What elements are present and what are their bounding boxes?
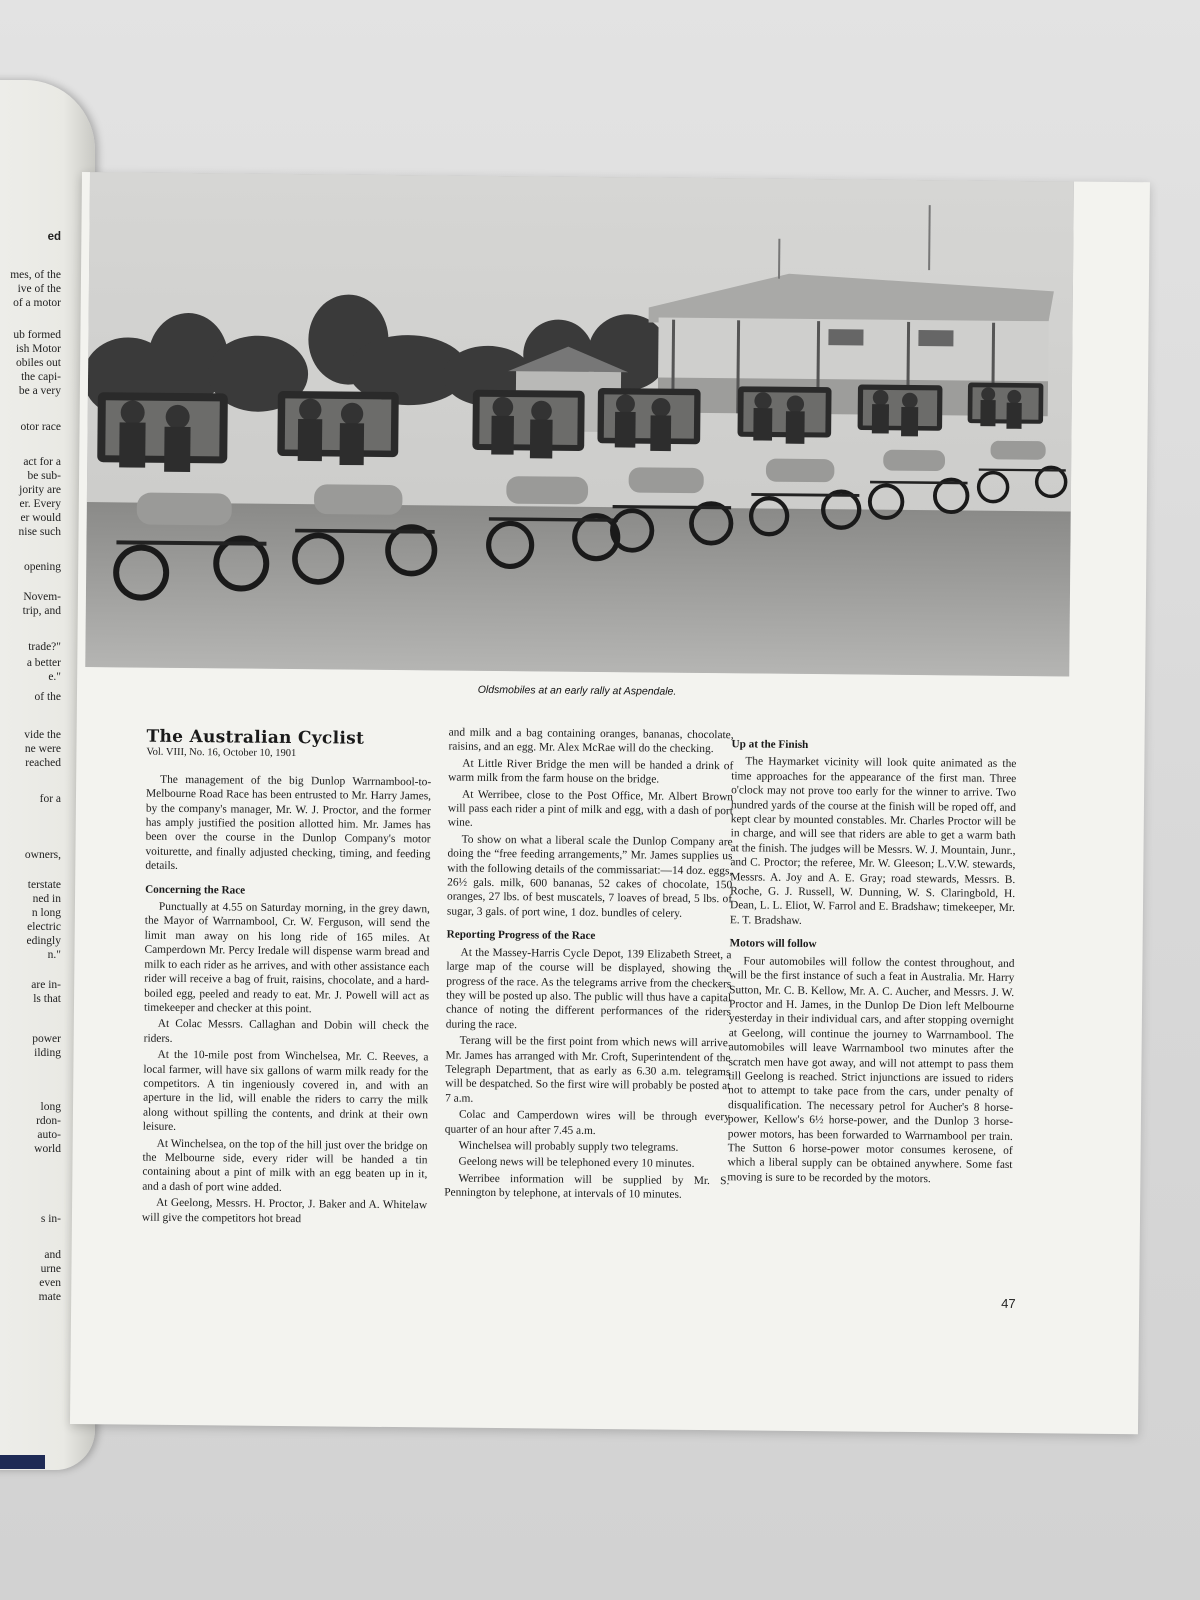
left-page-text-fragment: be sub- — [27, 470, 61, 482]
left-page-text-fragment: Novem- — [23, 591, 61, 603]
left-page-text-fragment: ub formed — [13, 329, 61, 341]
section-heading: Concerning the Race — [145, 883, 246, 897]
left-page-text-fragment: ls that — [33, 993, 61, 1005]
left-page-text-fragment: obiles out — [15, 357, 61, 369]
article-paragraph: To show on what a liberal scale the Dunlop Company are doing the “free feeding arrangements,” Mr. James supplies us with the following details of the commissariat:—14 doz. eggs, 26½ gals. milk, 600 bananas, 52 cakes of chocolate, 150 oranges, 27 lbs. of best muscatels, 7 loaves of bread, 5 lbs. of sugar, 3 gals. of port wine, 1 doz. bundles of celery. — [446, 833, 733, 920]
left-page-text-fragment: jority are — [19, 484, 61, 496]
article-paragraph: At the 10-mile post from Winchelsea, Mr. C. Reeves, a local farmer, will have six gallons of warm milk ready for the competitors. A tin ingeniously covered in, and with an aperture in the lid, will enable the riders to carry the milk along without spilling the contents, and drink at their own leisure. — [142, 1048, 429, 1134]
article-paragraph: Colac and Camperdown wires will be through every quarter of an hour after 7.45 a.m. — [444, 1108, 731, 1137]
issue-line: Vol. VIII, No. 16, October 10, 1901 — [146, 747, 297, 760]
left-page-text-fragment: ilding — [34, 1047, 61, 1059]
article-paragraph: Winchelsea will probably supply two telegrams. — [458, 1139, 679, 1154]
left-page-text-fragment: reached — [25, 757, 61, 769]
article-paragraph: The management of the big Dunlop Warrnambool-to-Melbourne Road Race has been entrusted to Mr. Harry James, by the company's manager, Mr. W. J. Proctor, and the former has amply justified the position allotted him. Mr. James has been over the course in the Dunlop Company's motor voiturette, and finally adjusted checking, timing, and feeding details. — [145, 773, 432, 873]
left-page-text-fragment: vide the — [24, 729, 61, 741]
left-page-text-fragment: and — [44, 1249, 61, 1261]
article-paragraph: Four automobiles will follow the contest throughout, and will be the first instance of such a feat in Australia. Mr. Harry Sutton, Mr. C. B. Kellow, Mr. A. C. Aucher, and Messrs. J. W. Proctor and H. James, in the Dunlop De Dion left Melbourne yesterday in their individual cars, and after stopping overnight at Geelong, will continue the journey to Warrnambool. The automobiles will leave Warrnambool two minutes after the scratch men have got away, and will not attempt to pass them till Geelong is reached. Strict injunctions are issued to riders not to attempt to take pace from the cars, under penalty of disqualification. The necessary petrol for Aucher's 8 horse-power, Kellow's 6½ horse-power, and the Dunlop 3 horse-power motors, has been forwarded to Warrnambool per train. The Sutton 6 horse-power motor consumes kerosene, of which a liberal supply can be obtained anywhere. Some fast moving is sure to be recorded by the motors. — [727, 955, 1015, 1185]
article-column-1 — [142, 718, 432, 1230]
left-page-text-fragment: a better — [26, 657, 61, 669]
left-page-text-fragment: s in- — [40, 1213, 61, 1225]
left-page-text-fragment: n." — [47, 949, 61, 961]
article-paragraph: and milk and a bag containing oranges, bananas, chocolate, raisins, and an egg. Mr. Alex McRae will do the checking. — [448, 726, 734, 756]
article-paragraph: The Haymarket vicinity will look quite animated as the time approaches for the appearance of the first man. Three o'clock may not prove too early for the winner to arrive. Two hundred yards of the course at the finish will be roped off, and kept clear by mounted constables. Mr. Charles Proctor will be in charge, and will see that riders are able to get a warm bath at the finish. The judges will be Messrs. W. J. Mountain, Junr., and C. Proctor; the referee, Mr. W. Gleeson; L.V.W. stewards, Messrs. A. Joy and A. E. Gray; road stewards, Messrs. B. Roche, G. J. Russell, W. Dunning, W. S. Claringbold, H. Dean, L. L. Eliot, W. Farrol and E. Bradshaw; timekeeper, Mr. E. T. Bradshaw. — [729, 755, 1017, 927]
masthead: The Australian Cyclist — [146, 726, 365, 749]
left-page-text-fragment: e." — [48, 671, 61, 683]
left-page-text-fragment: ive of the — [17, 283, 61, 295]
article-paragraph: At Colac Messrs. Callaghan and Dobin will check the riders. — [143, 1018, 429, 1045]
left-page-text-fragment: trip, and — [22, 605, 61, 617]
left-page-text-fragment: ed — [47, 231, 61, 243]
left-page-text-fragment: the capi- — [21, 371, 61, 383]
left-page-text-fragment: act for a — [23, 456, 61, 468]
left-page-text-fragment: ne were — [24, 743, 61, 755]
left-page-text-fragment: opening — [23, 561, 61, 573]
article-paragraph: At Geelong, Messrs. H. Proctor, J. Baker and A. Whitelaw will give the competitors hot bread — [141, 1196, 428, 1225]
article-paragraph: Geelong news will be telephoned every 10 minutes. — [458, 1156, 695, 1171]
left-page-text-fragment: mate — [38, 1291, 61, 1303]
left-page-text-fragment: are in- — [31, 979, 61, 991]
left-page-text-fragment: world — [34, 1143, 61, 1155]
left-page-text-fragment: trade?" — [28, 641, 61, 653]
article-paragraph: At the Massey-Harris Cycle Depot, 139 Elizabeth Street, a large map of the course will be displayed, showing the progress of the race. As the telegrams arrive from the checkers they will be posted up also. The public will thus have a capital chance of noting the different performances of the riders during the race. — [445, 946, 732, 1031]
left-page-text-fragment: electric — [27, 921, 61, 933]
left-page-text-fragment: of the — [34, 691, 61, 703]
left-page-text-fragment: er would — [20, 512, 61, 524]
book-spine — [0, 1455, 45, 1469]
article-paragraph: At Werribee, close to the Post Office, Mr. Albert Brown will pass each rider a pint of milk and egg, with a dash of port wine. — [447, 788, 734, 830]
left-page-text-fragment: ned in — [32, 893, 61, 905]
article-paragraph: Werribee information will be supplied by Mr. S. Pennington by telephone, at intervals of 10 minutes. — [444, 1172, 730, 1201]
oldsmobile-rally-photo — [85, 172, 1074, 676]
left-page-text-fragment: n long — [31, 907, 61, 919]
left-page-text-fragment: of a motor — [13, 297, 61, 309]
article-paragraph: Punctually at 4.55 on Saturday morning, in the grey dawn, the Mayor of Warrnambool, Cr. W. Ferguson, will send the limit man away on his long ride of 165 miles. At Camperdown Mr. Percy Iredale will dispense warm bread and milk to each rider as he arrives, and with other assistance each rider will receive a bag of fruit, raisins, chocolate, and a hard-boiled egg, peeled and ready to eat. Mr. J. Powell will act as timekeeper and checker at this point. — [143, 900, 430, 1016]
left-page-text-fragment: urne — [40, 1263, 61, 1275]
photo-illustration — [85, 172, 1074, 676]
section-heading: Reporting Progress of the Race — [446, 928, 596, 943]
section-heading: Up at the Finish — [731, 738, 809, 751]
photo-caption: Oldsmobiles at an early rally at Aspendale. — [477, 683, 677, 698]
left-page-text-fragment: mes, of the — [10, 269, 61, 281]
article-paragraph: At Winchelsea, on the top of the hill just over the bridge on the Melbourne side, every rider will be handed a tin containing about a pint of milk with an egg beaten up in it, and a dash of port wine added. — [142, 1137, 428, 1194]
left-page-text-fragment: power — [32, 1033, 61, 1045]
left-page-text-fragment: for a — [39, 793, 61, 805]
left-page-text-fragment: edingly — [26, 935, 61, 947]
left-page-text-fragment: nise such — [18, 526, 61, 538]
left-page-text-fragment: owners, — [24, 849, 61, 861]
left-page-text-fragment: er. Every — [19, 498, 61, 510]
article-paragraph: Terang will be the first point from which news will arrive. Mr. James has arranged with Mr. Croft, Superintendent of the Telegraph Department, that as early as 6.30 a.m. telegrams will be despatched. So the first wire will probably be posted at 7 a.m. — [445, 1034, 731, 1105]
article-column-3 — [727, 728, 1016, 1189]
left-page-text-fragment: ish Motor — [15, 343, 61, 355]
article-paragraph: At Little River Bridge the men will be handed a drink of warm milk from the farm house on the bridge. — [448, 757, 734, 786]
left-page-text-fragment: otor race — [20, 421, 61, 433]
magazine-page — [70, 172, 1150, 1434]
left-page-text-fragment: long — [40, 1101, 61, 1113]
article-column-2 — [444, 726, 734, 1205]
left-page-text-fragment: auto- — [37, 1129, 61, 1141]
left-page-text-fragment: be a very — [18, 385, 61, 397]
left-page-text-fragment: rdon- — [36, 1115, 61, 1127]
section-heading: Motors will follow — [729, 937, 817, 951]
left-page-text-fragment: terstate — [27, 879, 61, 891]
page-number: 47 — [1001, 1295, 1016, 1312]
left-page-text-fragment: even — [39, 1277, 61, 1289]
